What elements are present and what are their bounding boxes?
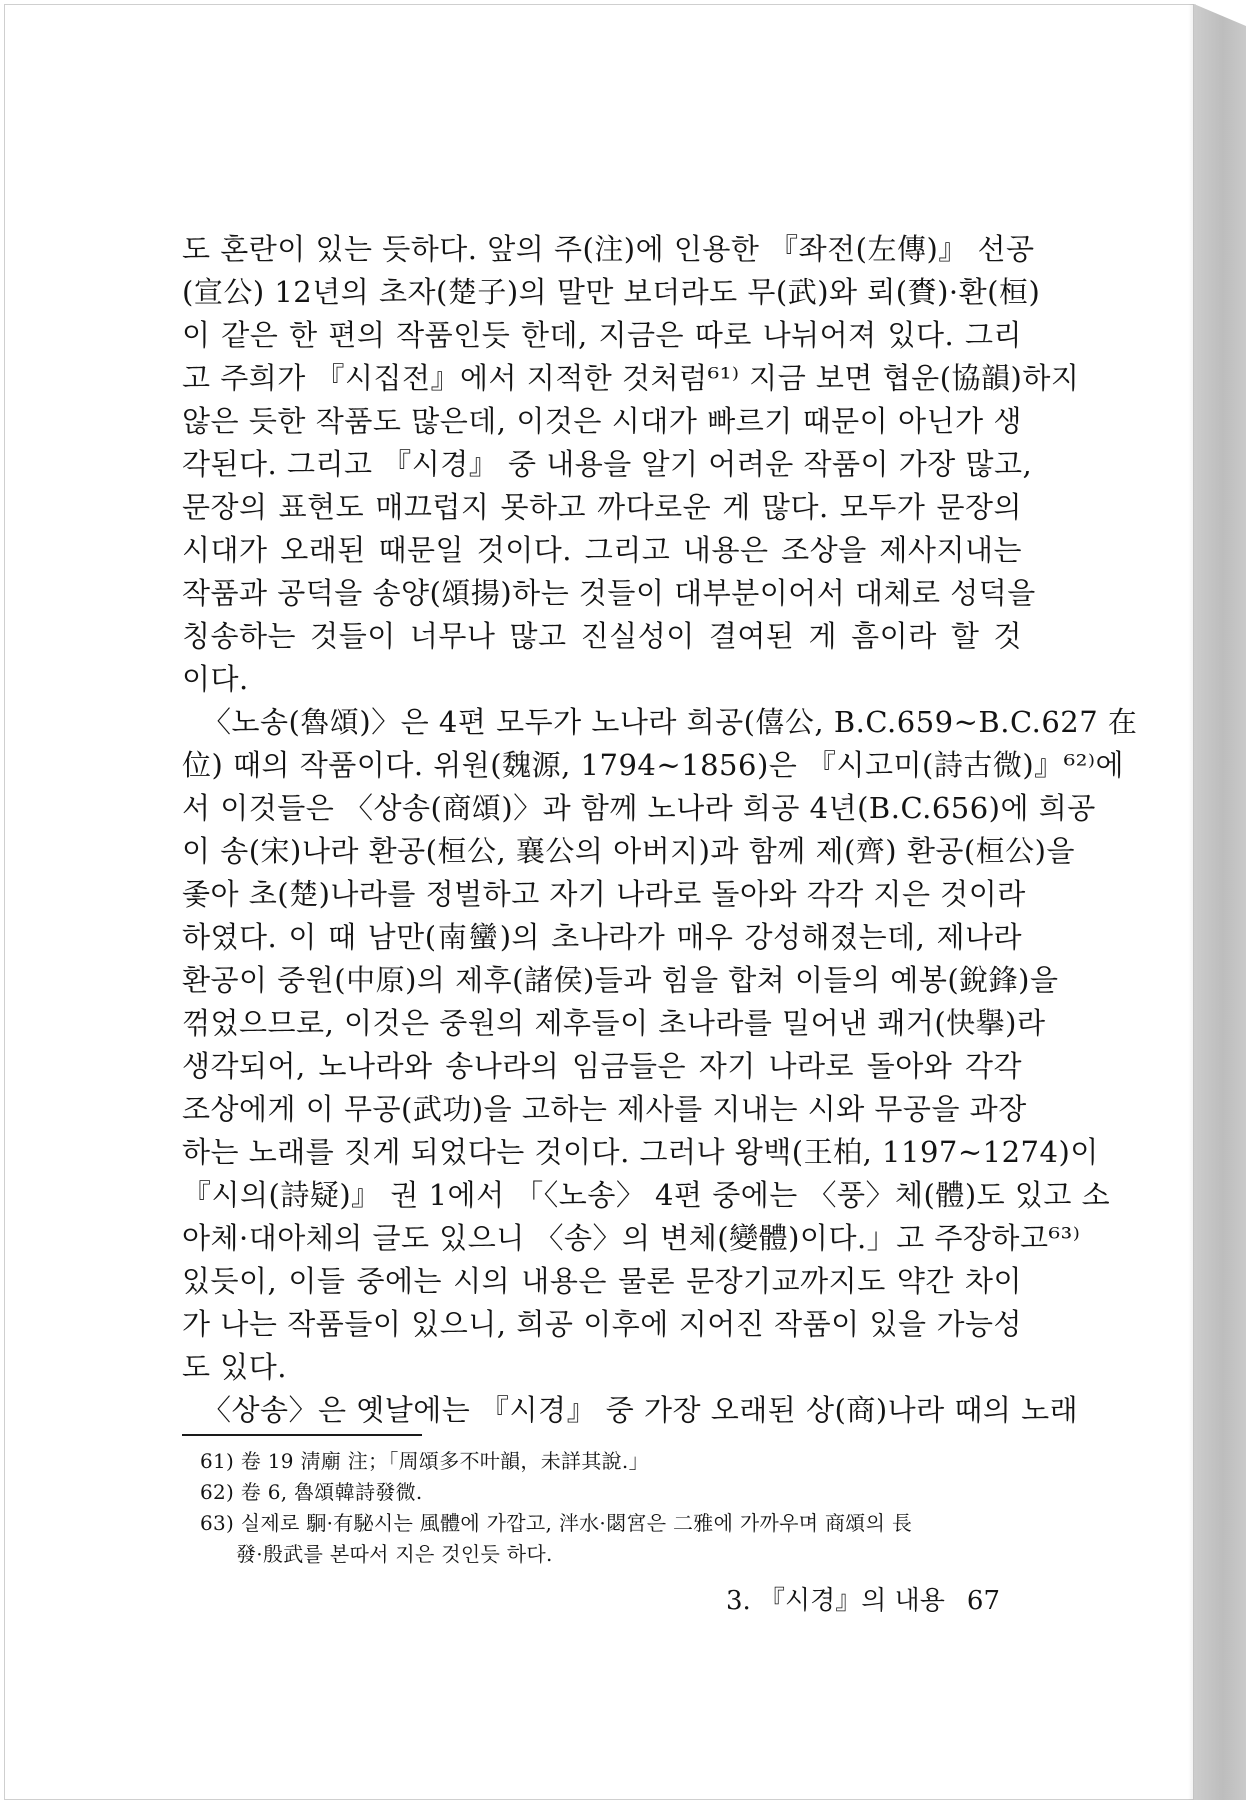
page-stack-edge	[1194, 4, 1246, 1800]
body-line: 꺾었으므로, 이것은 중원의 제후들이 초나라를 밀어낸 쾌거(快擧)라	[182, 1006, 1046, 1040]
body-line: 조상에게 이 무공(武功)을 고하는 제사를 지내는 시와 무공을 과장	[182, 1092, 1027, 1126]
body-line: 아체·대아체의 글도 있으니 〈송〉의 변체(變體)이다.」고 주장하고⁶³⁾	[182, 1221, 1081, 1255]
body-line: 칭송하는 것들이 너무나 많고 진실성이 결여된 게 흠이라 할 것	[182, 619, 1022, 653]
body-line: 환공이 중원(中原)의 제후(諸侯)들과 힘을 합쳐 이들의 예봉(銳鋒)을	[182, 963, 1059, 997]
body-line: 이 송(宋)나라 환공(桓公, 襄公의 아버지)과 함께 제(齊) 환공(桓公)을	[182, 834, 1075, 868]
body-line: 이 같은 한 편의 작품인듯 한데, 지금은 따로 나뉘어져 있다. 그리	[182, 318, 1022, 352]
body-line: 位) 때의 작품이다. 위원(魏源, 1794~1856)은 『시고미(詩古微)』⁶²⁾에	[182, 748, 1125, 782]
body-text	[182, 228, 1138, 1432]
footnote-line: 發·殷武를 본따서 지은 것인듯 하다.	[236, 1542, 553, 1566]
body-line: 하는 노래를 짓게 되었다는 것이다. 그러나 왕백(王柏, 1197~1274)이	[182, 1135, 1099, 1169]
body-line: 가 나는 작품들이 있으니, 희공 이후에 지어진 작품이 있을 가능성	[182, 1307, 1022, 1341]
body-line: 시대가 오래된 때문일 것이다. 그리고 내용은 조상을 제사지내는	[182, 533, 1022, 567]
body-line: 〈상송〉은 옛날에는 『시경』 중 가장 오래된 상(商)나라 때의 노래	[202, 1393, 1079, 1427]
footer-section-title: 3. 『시경』의 내용	[725, 1586, 945, 1616]
body-line: 〈노송(魯頌)〉은 4편 모두가 노나라 희공(僖公, B.C.659~B.C.627 在	[202, 705, 1138, 739]
footnote-line: 63) 실제로 駉·有駜시는 風體에 가깝고, 泮水·閟宮은 二雅에 가까우며 商頌의 長	[200, 1511, 913, 1535]
footnotes	[200, 1446, 1030, 1570]
body-line: 이다.	[182, 662, 249, 696]
body-line: 고 주희가 『시집전』에서 지적한 것처럼⁶¹⁾ 지금 보면 협운(協韻)하지	[182, 361, 1080, 395]
body-line: 『시의(詩疑)』 권 1에서 「〈노송〉 4편 중에는 〈풍〉체(體)도 있고 소	[182, 1178, 1111, 1212]
page-number: 67	[966, 1586, 1000, 1616]
body-line: 도 있다.	[182, 1350, 287, 1384]
body-line: 하였다. 이 때 남만(南蠻)의 초나라가 매우 강성해졌는데, 제나라	[182, 920, 1022, 954]
body-line: 문장의 표현도 매끄럽지 못하고 까다로운 게 많다. 모두가 문장의	[182, 490, 1022, 524]
footnote-line: 62) 卷 6, 魯頌韓詩發微.	[200, 1480, 423, 1504]
footnote-divider	[182, 1434, 422, 1436]
body-line: 각된다. 그리고 『시경』 중 내용을 알기 어려운 작품이 가장 많고,	[182, 447, 1033, 481]
body-line: 생각되어, 노나라와 송나라의 임금들은 자기 나라로 돌아와 각각	[182, 1049, 1022, 1083]
footnote-line: 61) 卷 19 淸廟 注；「周頌多不叶韻，未詳其說.」	[200, 1449, 649, 1473]
body-line: 서 이것들은 〈상송(商頌)〉과 함께 노나라 희공 4년(B.C.656)에 희공	[182, 791, 1096, 825]
body-line: 않은 듯한 작품도 많은데, 이것은 시대가 빠르기 때문이 아닌가 생	[182, 404, 1022, 438]
body-line: 좇아 초(楚)나라를 정벌하고 자기 나라로 돌아와 각각 지은 것이라	[182, 877, 1026, 911]
body-line: 도 혼란이 있는 듯하다. 앞의 주(注)에 인용한 『좌전(左傳)』 선공	[182, 232, 1035, 266]
body-line: (宣公) 12년의 초자(楚子)의 말만 보더라도 무(武)와 뢰(賚)·환(桓)	[182, 275, 1041, 309]
running-footer	[726, 1584, 1000, 1618]
body-line: 있듯이, 이들 중에는 시의 내용은 물론 문장기교까지도 약간 차이	[182, 1264, 1022, 1298]
body-line: 작품과 공덕을 송양(頌揚)하는 것들이 대부분이어서 대체로 성덕을	[182, 576, 1036, 610]
